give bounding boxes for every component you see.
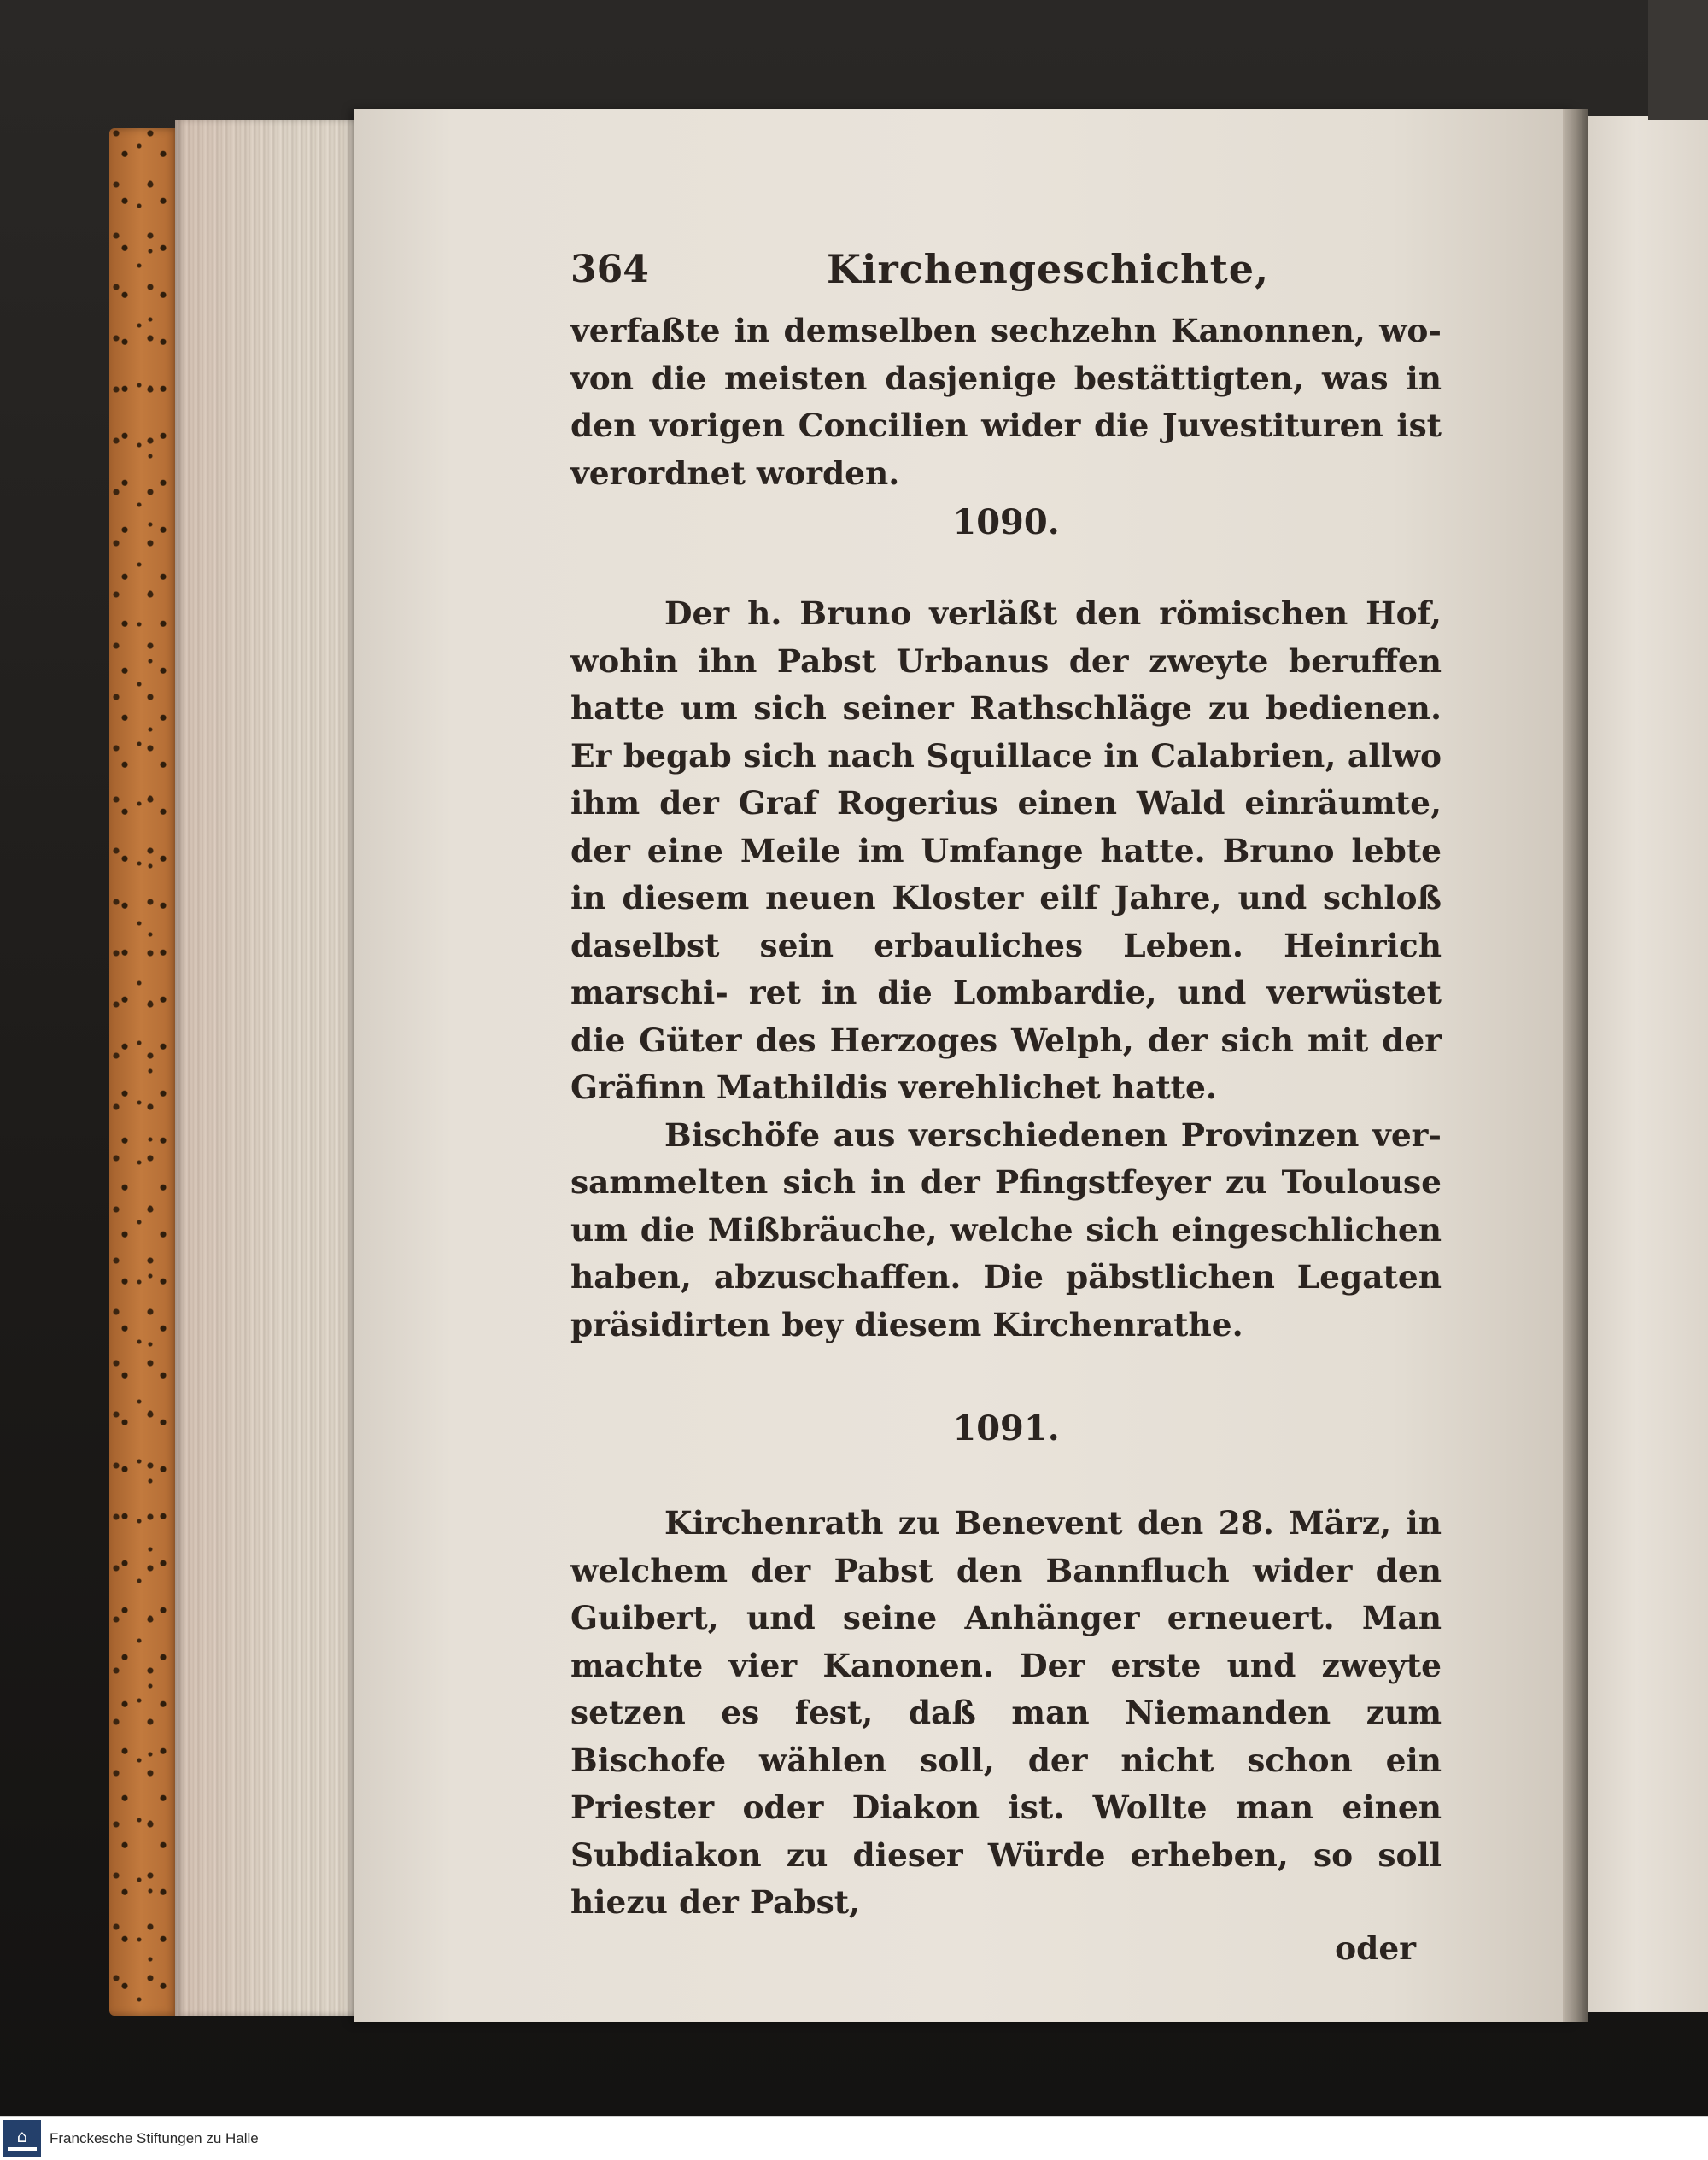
running-head: [570, 239, 1442, 307]
paragraph-3: Bischöfe aus verschiedenen Provinzen ver- sammelten sich in der Pfingstfeyer zu Toulouse um die Mißbräuche, welche sich eingeschlichen haben, abzuschaffen. Die päbstlichen Legaten präsidirten bey diesem Kirchenrathe.: [570, 1115, 1442, 1343]
facing-page-edge: [1588, 116, 1708, 2012]
page-stack-edges: [175, 120, 359, 2016]
paragraph-2: Der h. Bruno verläßt den römischen Hof, wohin ihn Pabst Urbanus der zweyte beruffen hatte um sich seiner Rathschläge zu bedienen. Er begab sich nach Squillace in Calabrien, allwo ihm der Graf Rogerius einen Wald einräumte, der eine Meile im Umfange hatte. Bruno lebte in diesem neuen Kloster eilf Jahre, und schloß daselbst sein erbauliches Leben. Heinrich marschi- ret in die Lombardie, und verwüstet die Güter des Herzoges Welph, der sich mit der Gräfinn Mathildis verehlichet hatte.: [570, 594, 1442, 1106]
paragraph-4: Kirchenrath zu Benevent den 28. März, in welchem der Pabst den Bannfluch wider den Guibert, und seine Anhänger erneuert. Man machte vier Kanonen. Der erste und zweyte setzen es fest, daß man Niemanden zum Bischofe wählen soll, der nicht schon ein Priester oder Diakon ist. Wollte man einen Subdiakon zu dieser Würde erheben, so soll hiezu der Pabst,: [570, 1504, 1442, 1921]
francke-foundation-logo-icon[interactable]: [3, 2120, 41, 2157]
logo-bar: [8, 2147, 37, 2151]
logo-building-icon: ⌂: [16, 2126, 28, 2146]
running-title: Kirchengeschichte,: [827, 246, 1270, 292]
page-text: [570, 239, 1442, 1970]
footer-institution-name: Franckesche Stiftungen zu Halle: [50, 2130, 259, 2146]
catchword: oder: [1335, 1929, 1416, 1967]
footer-bar: [0, 2116, 1708, 2160]
page-number: 364: [570, 248, 649, 291]
paragraph-1: verfaßte in demselben sechzehn Kanonnen, wo- von die meisten dasjenige bestättigten, was in den vorigen Concilien wider die Juvestituren ist verordnet worden.: [570, 312, 1442, 492]
year-heading-1090: 1090.: [952, 502, 1060, 542]
book-gutter: [1563, 109, 1588, 2022]
scanner-frame: [1648, 0, 1708, 120]
year-heading-1091: 1091.: [952, 1408, 1060, 1449]
book-cover-edge: [109, 128, 179, 2016]
